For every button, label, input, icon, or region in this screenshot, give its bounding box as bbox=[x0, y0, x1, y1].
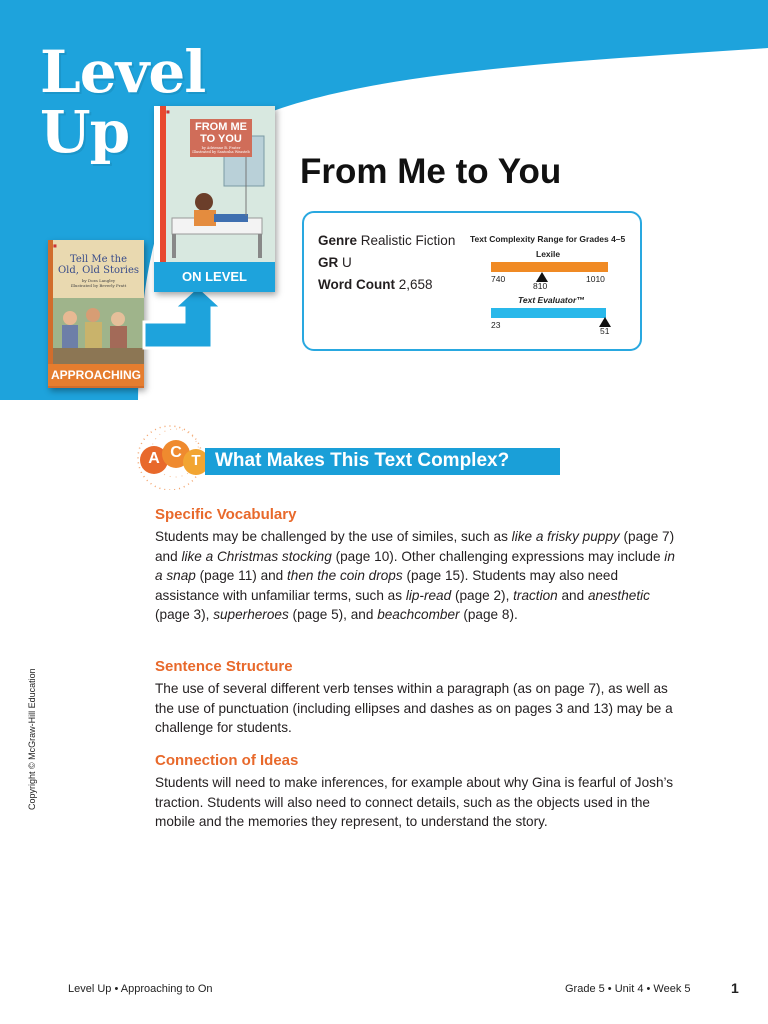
section-heading-sentence: Sentence Structure bbox=[155, 658, 293, 675]
text-run: (page 7) and bbox=[155, 529, 675, 564]
on-level-illustrator: Illustrated by Santosha Weasteb bbox=[192, 150, 250, 154]
section-heading-vocabulary: Specific Vocabulary bbox=[155, 506, 297, 523]
book-cover-on-level bbox=[154, 106, 275, 292]
text-run: The use of several different verb tenses within a paragraph (as on page 7), as well as the use of punctuation (including ellipses and dashes as on pages 3 and 13) may be a challenge for students. bbox=[155, 681, 673, 736]
italic-term: traction bbox=[513, 587, 558, 603]
gr-value: U bbox=[342, 255, 352, 270]
text-run: (page 3), bbox=[155, 607, 214, 623]
italic-term: anesthetic bbox=[587, 587, 650, 603]
logo-level: Level bbox=[40, 38, 206, 106]
approaching-illustrator: Illustrated by Beverly Pratt bbox=[70, 283, 127, 288]
copyright-notice: Copyright © McGraw-Hill Education bbox=[27, 668, 37, 810]
gr-label: GR bbox=[318, 255, 339, 270]
lexile-min: 740 bbox=[491, 274, 506, 284]
footer-left: Level Up • Approaching to On bbox=[68, 983, 213, 995]
publisher-mark: ■ bbox=[53, 243, 57, 248]
act-letter-a: A bbox=[148, 450, 160, 467]
approaching-band: APPROACHING bbox=[48, 364, 144, 386]
lexile-max: 1010 bbox=[586, 274, 605, 284]
text-run: (page 15). Students may also need assistance with unfamiliar terms, such as bbox=[155, 568, 619, 603]
act-letter-c: C bbox=[170, 444, 182, 461]
page-number: 1 bbox=[731, 980, 739, 996]
on-level-byline: by Adrienne B. Frater bbox=[201, 146, 241, 150]
italic-term: in a snap bbox=[155, 548, 675, 584]
on-level-title-line2: TO YOU bbox=[200, 133, 242, 145]
genre-label: Genre bbox=[318, 233, 358, 248]
approaching-title-line1: Tell Me the bbox=[69, 254, 128, 265]
on-level-title-line1: FROM ME bbox=[195, 121, 247, 133]
approaching-title-line2: Old, Old Stories bbox=[57, 265, 140, 276]
italic-term: beachcomber bbox=[377, 607, 460, 623]
italic-term: lip-read bbox=[405, 587, 452, 603]
text-run: (page 2), bbox=[451, 587, 514, 603]
act-letter-t: T bbox=[191, 452, 201, 469]
genre-value: Realistic Fiction bbox=[360, 233, 456, 248]
text-run: (page 8). bbox=[459, 607, 518, 623]
section-header-title: What Makes This Text Complex? bbox=[215, 450, 510, 471]
complexity-heading: Text Complexity Range for Grades 4–5 bbox=[470, 234, 626, 244]
te-label: Text Evaluator™ bbox=[518, 295, 585, 305]
book-cover-approaching bbox=[48, 240, 144, 388]
word-count-row bbox=[318, 277, 433, 292]
italic-term: superheroes bbox=[213, 607, 289, 623]
text-run: (page 11) and bbox=[195, 568, 288, 584]
section-body-sentence bbox=[155, 679, 675, 738]
section-body-connection bbox=[155, 773, 675, 832]
lexile-range-bar bbox=[491, 262, 608, 272]
section-heading-connection: Connection of Ideas bbox=[155, 752, 299, 769]
italic-term: like a frisky puppy bbox=[511, 529, 620, 544]
approaching-byline: by Dora Langley bbox=[81, 278, 116, 283]
text-run: and bbox=[557, 587, 588, 603]
genre-row bbox=[318, 233, 455, 248]
text-run: Students may be challenged by the use of similes, such as bbox=[155, 529, 512, 544]
word-count-label: Word Count bbox=[318, 277, 395, 292]
italic-term: then the coin drops bbox=[287, 568, 403, 584]
lexile-label: Lexile bbox=[536, 249, 561, 259]
on-level-band: ON LEVEL bbox=[154, 262, 275, 292]
lexile-value: 810 bbox=[533, 281, 548, 291]
text-info-box bbox=[302, 211, 642, 351]
te-value: 51 bbox=[600, 326, 610, 336]
footer-right: Grade 5 • Unit 4 • Week 5 bbox=[565, 983, 691, 995]
italic-term: like a Christmas stocking bbox=[181, 548, 332, 564]
logo-up: Up bbox=[40, 98, 130, 166]
te-min: 23 bbox=[491, 320, 501, 330]
te-range-bar bbox=[491, 308, 606, 318]
text-run: (page 5), and bbox=[288, 607, 378, 623]
gr-row bbox=[318, 255, 352, 270]
publisher-mark: ■ bbox=[166, 109, 170, 114]
word-count-value: 2,658 bbox=[398, 277, 433, 292]
text-run: (page 10). Other challenging expressions may include bbox=[331, 548, 665, 564]
section-body-vocabulary bbox=[155, 527, 675, 625]
level-up-arrow bbox=[140, 284, 230, 354]
text-run: Students will need to make inferences, for example about why Gina is fearful of Josh’s traction. Students will also need to connect details, such as the objects used in the mobile and the memories they represent, to understand the story. bbox=[155, 775, 674, 830]
page-title: From Me to You bbox=[300, 152, 562, 191]
